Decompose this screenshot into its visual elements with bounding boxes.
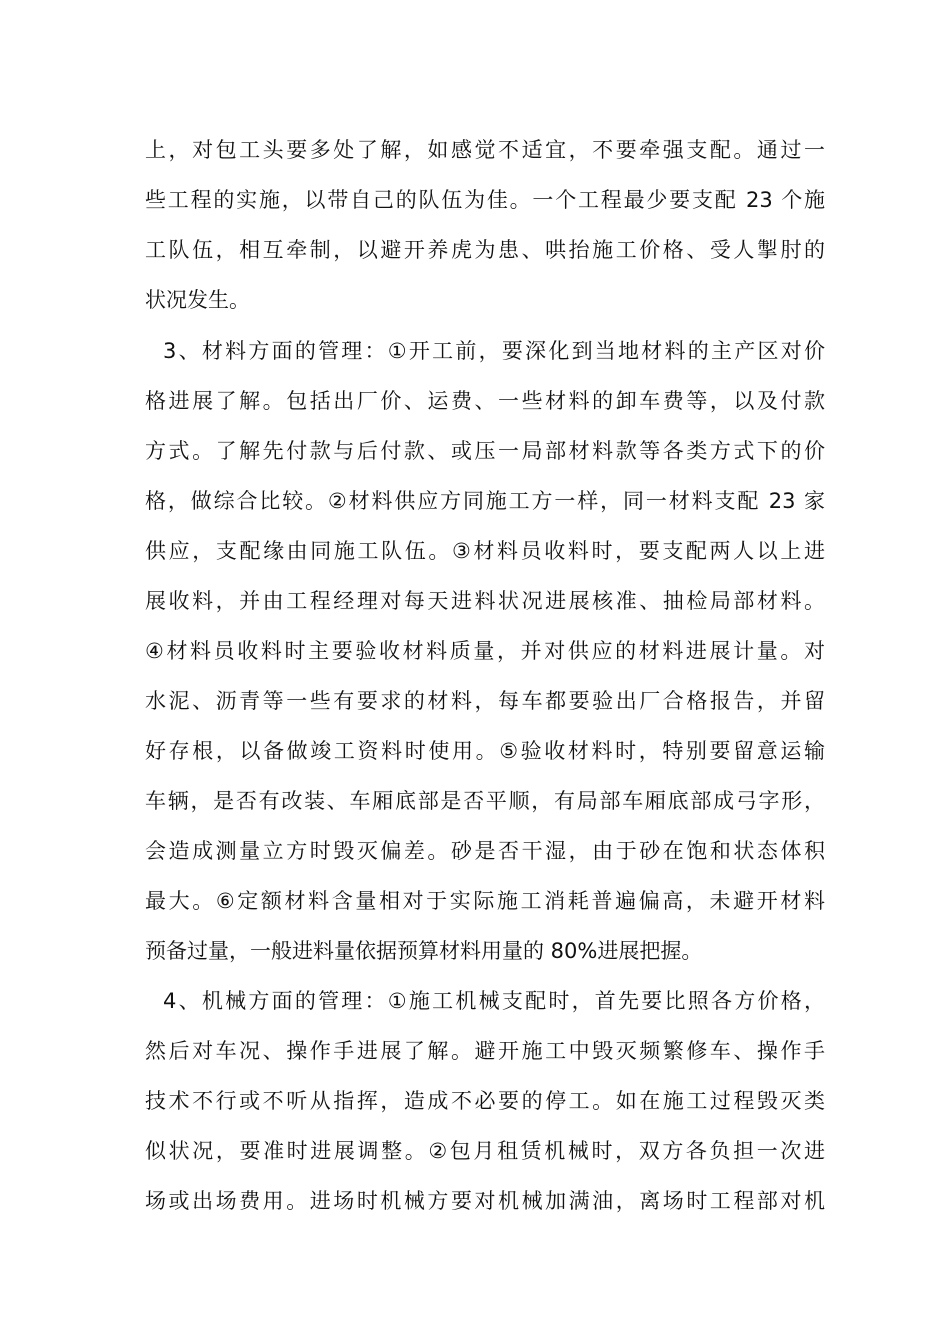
paragraph-first-line: 4、机械方面的管理：①施工机械支配时，首先要比照各方价格， bbox=[163, 989, 825, 1013]
text-line: 会造成测量立方时毁灭偏差。砂是否干湿，由于砂在饱和状态体积 bbox=[145, 839, 825, 863]
text-line: 最大。⑥定额材料含量相对于实际施工消耗普遍偏高，未避开材料 bbox=[145, 889, 825, 913]
text-line: 场或出场费用。进场时机械方要对机械加满油，离场时工程部对机 bbox=[145, 1189, 825, 1213]
text-line: 水泥、沥青等一些有要求的材料，每车都要验出厂合格报告，并留 bbox=[145, 689, 825, 713]
text-line: 似状况，要准时进展调整。②包月租赁机械时，双方各负担一次进 bbox=[145, 1139, 825, 1163]
text-line: 工队伍，相互牵制，以避开养虎为患、哄抬施工价格、受人掣肘的 bbox=[145, 238, 825, 262]
text-line: 车辆，是否有改装、车厢底部是否平顺，有局部车厢底部成弓字形， bbox=[145, 789, 825, 813]
text-line: 技术不行或不听从指挥，造成不必要的停工。如在施工过程毁灭类 bbox=[145, 1089, 825, 1113]
text-line: 格，做综合比较。②材料供应方同施工方一样，同一材料支配 23 家 bbox=[145, 489, 825, 513]
text-line: 预备过量，一般进料量依据预算材料用量的 80%进展把握。 bbox=[145, 939, 703, 963]
text-line: 展收料，并由工程经理对每天进料状况进展核准、抽检局部材料。 bbox=[145, 589, 825, 613]
text-line: 然后对车况、操作手进展了解。避开施工中毁灭频繁修车、操作手 bbox=[145, 1039, 825, 1063]
text-line: 些工程的实施，以带自己的队伍为佳。一个工程最少要支配 23 个施 bbox=[145, 188, 825, 212]
text-line: 供应，支配缘由同施工队伍。③材料员收料时，要支配两人以上进 bbox=[145, 539, 825, 563]
text-line: 上，对包工头要多处了解，如感觉不适宜，不要牵强支配。通过一 bbox=[145, 138, 825, 162]
text-line: 状况发生。 bbox=[145, 288, 250, 312]
paragraph-first-line: 3、材料方面的管理：①开工前，要深化到当地材料的主产区对价 bbox=[163, 339, 825, 363]
text-line: 格进展了解。包括出厂价、运费、一些材料的卸车费等，以及付款 bbox=[145, 389, 825, 413]
text-line: 好存根，以备做竣工资料时使用。⑤验收材料时，特别要留意运输 bbox=[145, 739, 825, 763]
text-line: 方式。了解先付款与后付款、或压一局部材料款等各类方式下的价 bbox=[145, 439, 825, 463]
text-line: ④材料员收料时主要验收材料质量，并对供应的材料进展计量。对 bbox=[145, 639, 825, 663]
